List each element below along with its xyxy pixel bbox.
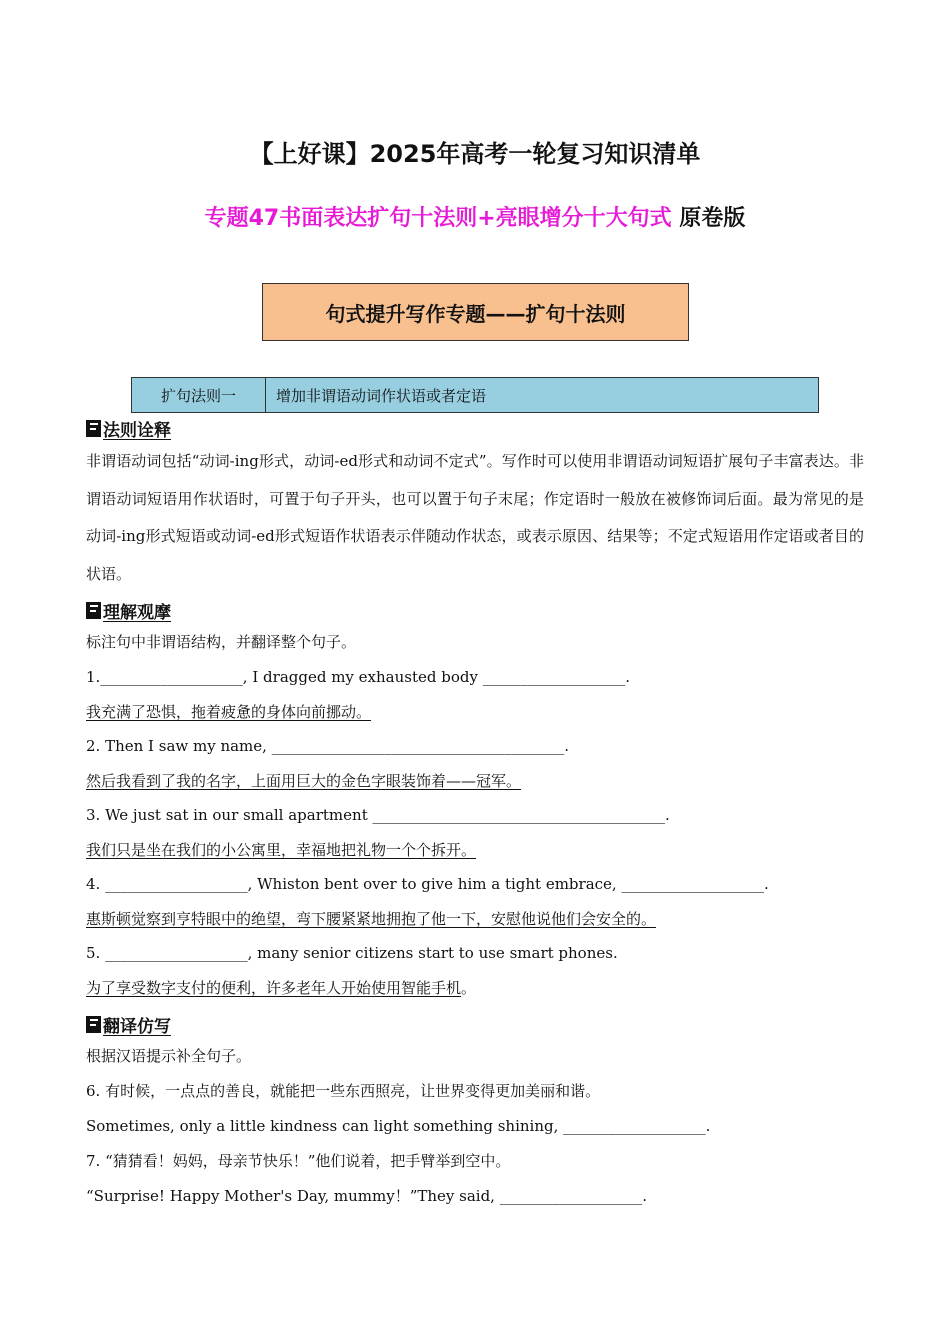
exercise-zh-1: 我充满了恐惧，拖着疲惫的身体向前挪动。	[86, 703, 372, 721]
translate-instruction: 根据汉语提示补全句子。	[86, 1047, 252, 1065]
translate-en-6: Sometimes, only a little kindness can light something shining, ___________________.	[86, 1117, 711, 1135]
rule-table	[131, 377, 819, 413]
exercise-zh-3: 我们只是坐在我们的小公寓里，幸福地把礼物一个个拆开。	[86, 841, 477, 859]
topic-banner: 句式提升写作专题——扩句十法则	[262, 283, 689, 341]
exercise-en-3: 3. We just sat in our small apartment _______________________________________.	[86, 806, 670, 824]
section-heading-text: 翻译仿写	[103, 1017, 171, 1037]
exercise-en-4: 4. ___________________, Whiston bent over to give him a tight embrace, ___________________.	[86, 875, 769, 893]
rule-explanation-text: 非谓语动词包括“动词-ing形式，动词-ed形式和动词不定式”。写作时可以使用非谓语动词短语扩展句子丰富表达。非谓语动词短语用作状语时，可置于句子开头，也可以置于句子末尾；作定语时一般放在被修饰词后面。最为常见的是动词-ing形式短语或动词-ed形式短语作状语表示伴随动作状态，或表示原因、结果等；不定式短语用作定语或者目的状语。	[86, 452, 864, 583]
section-heading-text: 法则诠释	[103, 421, 171, 441]
document-title: 【上好课】2025年高考一轮复习知识清单	[249, 140, 701, 168]
exercise-zh-5-period: 。	[461, 979, 477, 997]
exercise-en-1: 1.___________________, I dragged my exhausted body ___________________.	[86, 668, 630, 686]
exercise-en-2: 2. Then I saw my name, _______________________________________.	[86, 737, 569, 755]
section-heading-translate	[86, 1012, 171, 1037]
section-heading-rule-explanation	[86, 416, 171, 441]
section-flag-icon	[86, 420, 101, 437]
section-heading-text: 理解观摩	[103, 603, 171, 623]
exercise-zh-4: 惠斯顿觉察到亨特眼中的绝望，弯下腰紧紧地拥抱了他一下，安慰他说他们会安全的。	[86, 910, 657, 928]
exercise-en-5: 5. ___________________, many senior citizens start to use smart phones.	[86, 944, 618, 962]
translate-zh-6: 6. 有时候，一点点的善良，就能把一些东西照亮，让世界变得更加美丽和谐。	[86, 1082, 601, 1100]
section-flag-icon	[86, 1016, 101, 1033]
exercise-zh-2: 然后我看到了我的名字，上面用巨大的金色字眼装饰着——冠军。	[86, 772, 522, 790]
section-flag-icon	[86, 602, 101, 619]
rule-number-cell: 扩句法则一	[132, 378, 266, 412]
rule-description-cell: 增加非谓语动词作状语或者定语	[276, 386, 487, 405]
section-heading-understand	[86, 598, 171, 623]
exercise-zh-5-text: 为了享受数字支付的便利，许多老年人开始使用智能手机	[86, 979, 462, 997]
subtitle-version: 原卷版	[679, 206, 746, 231]
subtitle-topic: 专题47书面表达扩句十法则+亮眼增分十大句式	[204, 206, 672, 231]
document-subtitle	[0, 201, 950, 232]
translate-en-7: “Surprise! Happy Mother's Day, mummy！”They said, ___________________.	[86, 1187, 647, 1205]
exercise-zh-5	[86, 978, 476, 998]
understand-instruction: 标注句中非谓语结构，并翻译整个句子。	[86, 633, 357, 651]
translate-zh-7: 7. “猜猜看！妈妈，母亲节快乐！”他们说着，把手臂举到空中。	[86, 1152, 511, 1170]
